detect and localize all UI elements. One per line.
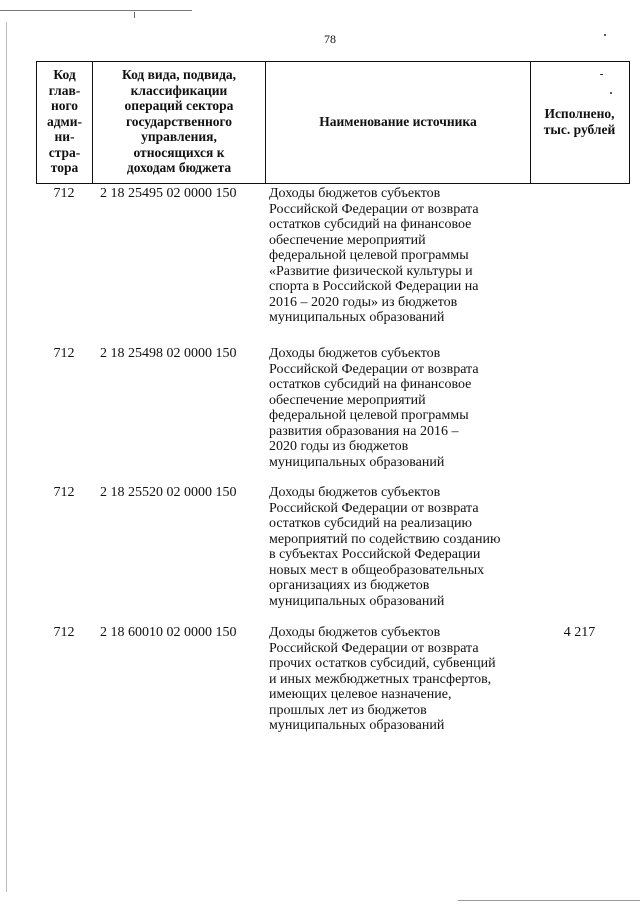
classification-code-cell: 2 18 25520 02 0000 150	[100, 485, 237, 500]
source-name-cell: Доходы бюджетов субъектов Российской Федерации от возврата остатков субсидий на реализацию мероприятий по содействию созданию в субъектах Российской Федерации новых мест в общеобразовательных организациях из бюджетов муниципальных образований	[269, 485, 501, 609]
source-name-cell: Доходы бюджетов субъектов Российской Федерации от возврата остатков субсидий на финансовое обеспечение мероприятий федеральной целевой программы «Развитие физической культуры и спорта в Российской Федерации на 2016 – 2020 годы» из бюджетов муниципальных образований	[269, 186, 479, 325]
admin-code-cell: 712	[53, 485, 75, 500]
header-classification-code: Код вида, подвида, классификации операций сектора государственного управления, относящихся к доходам бюджета	[121, 66, 237, 176]
source-name-cell: Доходы бюджетов субъектов Российской Федерации от возврата прочих остатков субсидий, субвенций и иных межбюджетных трансфертов, имеющих целевое назначение, прошлых лет из бюджетов муниципальных образований	[269, 625, 496, 733]
classification-code-cell: 2 18 25498 02 0000 150	[100, 346, 237, 361]
scan-edge-bottom	[458, 900, 640, 901]
scan-speck	[604, 34, 606, 36]
source-name-cell: Доходы бюджетов субъектов Российской Федерации от возврата остатков субсидий на финансовое обеспечение мероприятий федеральной целевой программы развития образования на 2016 – 2020 годы из бюджетов муниципальных образований	[269, 346, 479, 470]
executed-cell: 4 217	[563, 625, 596, 640]
admin-code-cell: 712	[53, 186, 75, 201]
admin-code-cell: 712	[53, 346, 75, 361]
header-source-name: Наименование источника	[319, 113, 477, 129]
scan-edge-top	[0, 10, 192, 11]
page-number: 78	[324, 32, 336, 46]
scan-mark	[134, 12, 135, 18]
scan-edge-left	[6, 22, 7, 892]
admin-code-cell: 712	[53, 625, 75, 640]
header-admin-code: Код глав- ного адми- ни- стра- тора	[46, 66, 83, 176]
classification-code-cell: 2 18 25495 02 0000 150	[100, 186, 237, 201]
classification-code-cell: 2 18 60010 02 0000 150	[100, 625, 237, 640]
header-executed: Исполнено, тыс. рублей	[543, 105, 616, 137]
